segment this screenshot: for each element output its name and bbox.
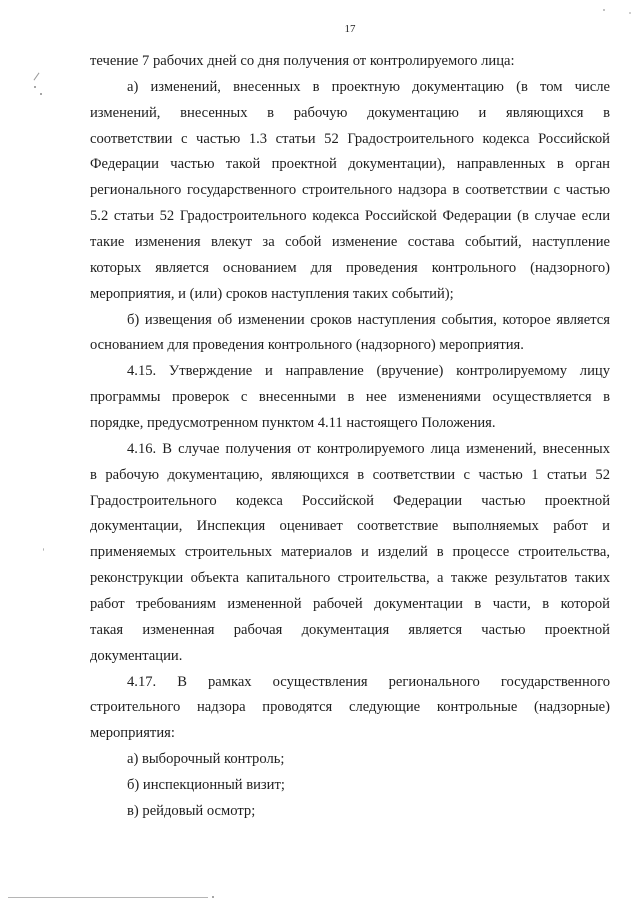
text-line: порядке, предусмотренном пунктом 4.11 настоящего Положения.: [90, 415, 496, 432]
text-line: а) изменений, внесенных в проектную документацию (в том числе: [127, 78, 610, 95]
document-body: [90, 49, 610, 825]
scan-artifact: [40, 93, 42, 95]
text-line: такие изменения влекут за собой изменение состава событий, наступление: [90, 234, 610, 251]
list-item-selective-control: [90, 747, 610, 773]
text-line: регионального государственного строительного надзора в соответствии с частью: [90, 182, 610, 199]
scan-artifact: [629, 12, 631, 14]
page-number: 17: [344, 23, 356, 35]
text-line: мероприятия, и (или) сроков наступления таких событий);: [90, 285, 454, 302]
text-line: а) выборочный контроль;: [127, 751, 285, 768]
text-line: в рабочую документацию, являющихся в соответствии с частью 1 статьи 52: [90, 466, 610, 483]
text-line: Федерации частью такой проектной документации), направленных в орган: [90, 156, 610, 173]
list-item-raid-inspection: [90, 799, 610, 825]
paragraph-continuation: [90, 49, 610, 75]
scan-artifact: [43, 548, 44, 551]
text-line: мероприятия:: [90, 725, 175, 742]
scan-artifact: [603, 9, 605, 11]
paragraph-4-15: [90, 359, 610, 437]
paragraph-4-16: [90, 437, 610, 670]
text-line: программы проверок с внесенными в нее изменениями осуществляется в: [90, 389, 610, 406]
paragraph-item-a-changes: [90, 75, 610, 308]
scan-artifact: [34, 73, 40, 81]
text-line: в) рейдовый осмотр;: [127, 802, 256, 819]
text-line: соответствии с частью 1.3 статьи 52 Градостроительного кодекса Российской: [90, 130, 610, 147]
paragraph-item-b-notice: [90, 308, 610, 360]
list-item-inspection-visit: [90, 773, 610, 799]
scan-artifact: [34, 86, 36, 88]
text-line: реконструкции объекта капитального строительства, а также результатов таких: [90, 570, 610, 587]
text-line: изменений, внесенных в рабочую документацию и являющихся в: [90, 104, 610, 121]
text-line: 5.2 статьи 52 Градостроительного кодекса Российской Федерации (в случае если: [90, 208, 610, 225]
text-line: б) инспекционный визит;: [127, 777, 285, 794]
scan-artifact-line: [8, 897, 208, 898]
scan-artifact: [212, 896, 214, 898]
text-line: 4.17. В рамках осуществления регионального государственного: [127, 673, 610, 690]
text-line: документации.: [90, 647, 183, 664]
text-line: такая измененная рабочая документация является частью проектной: [90, 621, 610, 638]
text-line: 4.15. Утверждение и направление (вручение) контролируемому лицу: [127, 363, 610, 380]
text-line: Градостроительного кодекса Российской Федерации частью проектной: [90, 492, 610, 509]
text-line: строительного надзора проводятся следующие контрольные (надзорные): [90, 699, 610, 716]
text-line: применяемых строительных материалов и изделий в процессе строительства,: [90, 544, 610, 561]
text-line: документации, Инспекция оценивает соответствие выполняемых работ и: [90, 518, 610, 535]
text-line: основанием для проведения контрольного (надзорного) мероприятия.: [90, 337, 524, 354]
text-line: которых является основанием для проведения контрольного (надзорного): [90, 259, 610, 276]
text-line: 4.16. В случае получения от контролируемого лица изменений, внесенных: [127, 440, 610, 457]
text-line: б) извещения об изменении сроков наступления события, которое является: [127, 311, 610, 328]
text-line: течение 7 рабочих дней со дня получения от контролируемого лица:: [90, 53, 515, 69]
text-line: работ требованиям измененной рабочей документации в части, в которой: [90, 596, 610, 613]
paragraph-4-17: [90, 670, 610, 748]
